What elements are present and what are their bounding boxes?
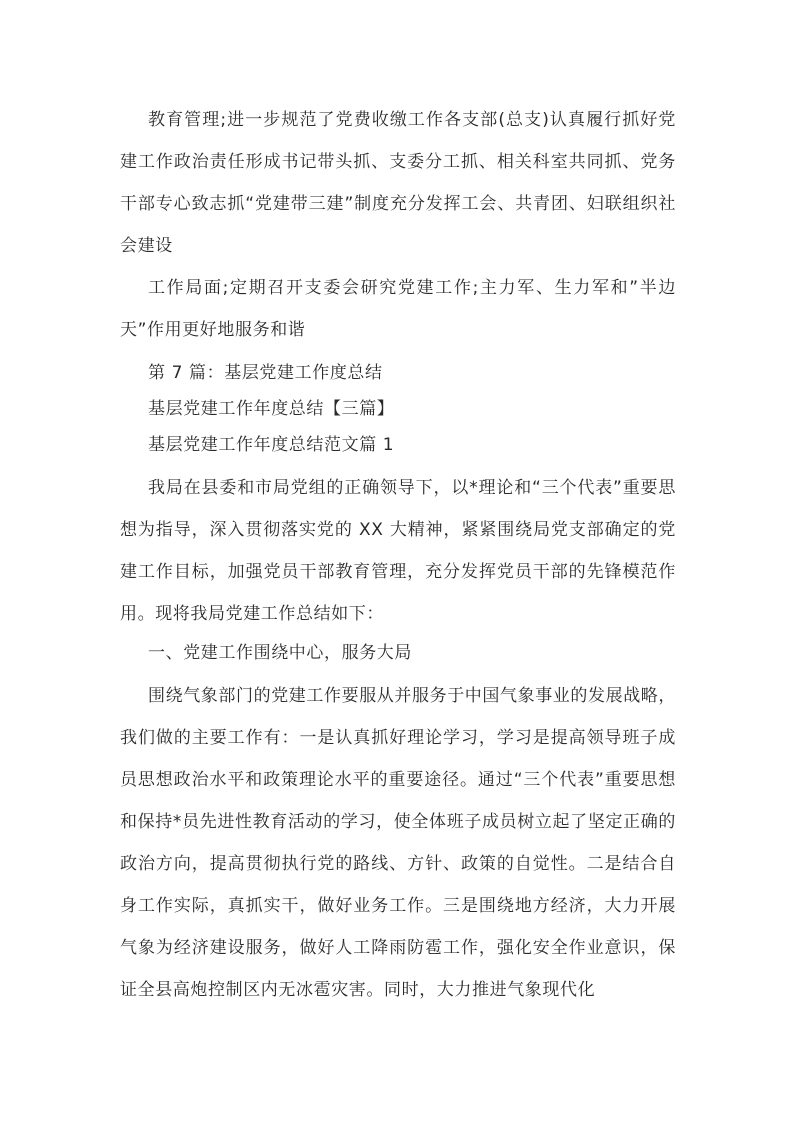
document-body: [120, 99, 676, 1011]
document-subtitle: 基层党建工作年度总结范文篇 1: [148, 435, 395, 455]
section-heading-1: 一、党建工作围绕中心，服务大局: [148, 643, 412, 663]
body-paragraph-2: 围绕气象部门的党建工作要服从并服务于中国气象事业的发展战略，我们做的主要工作有：一是认真抓好理论学习，学习是提高领导班子成员思想政治水平和政策理论水平的重要途径。通过“三个代表”重要思想和保持*员先进性教育活动的学习，使全体班子成员树立起了坚定正确的政治方向，提高贯彻执行党的路线、方针、政策的自觉性。二是结合自身工作实际，真抓实干，做好业务工作。三是围绕地方经济，大力开展气象为经济建设服务，做好人工降雨防雹工作，强化安全作业意识，保证全县高炮控制区内无冰雹灾害。同时，大力推进气象现代化: [120, 686, 676, 1000]
section-title: 第 7 篇：基层党建工作度总结: [148, 363, 383, 383]
body-paragraph-1: 我局在县委和市局党组的正确领导下，以*理论和“三个代表”重要思想为指导，深入贯彻落实党的 XX 大精神，紧紧围绕局党支部确定的党建工作目标，加强党员干部教育管理，充分发挥党员干部的先锋模范作用。现将我局党建工作总结如下：: [120, 478, 676, 624]
paragraph-intro-1: 教育管理;进一步规范了党费收缴工作各支部(总支)认真履行抓好党建工作政治责任形成书记带头抓、支委分工抓、相关科室共同抓、党务干部专心致志抓“党建带三建”制度充分发挥工会、共青团、妇联组织社会建设: [120, 110, 676, 256]
document-title: 基层党建工作年度总结【三篇】: [148, 399, 395, 419]
paragraph-intro-2: 工作局面;定期召开支委会研究党建工作;主力军、生力军和”半边天”作用更好地服务和谐: [120, 278, 676, 340]
